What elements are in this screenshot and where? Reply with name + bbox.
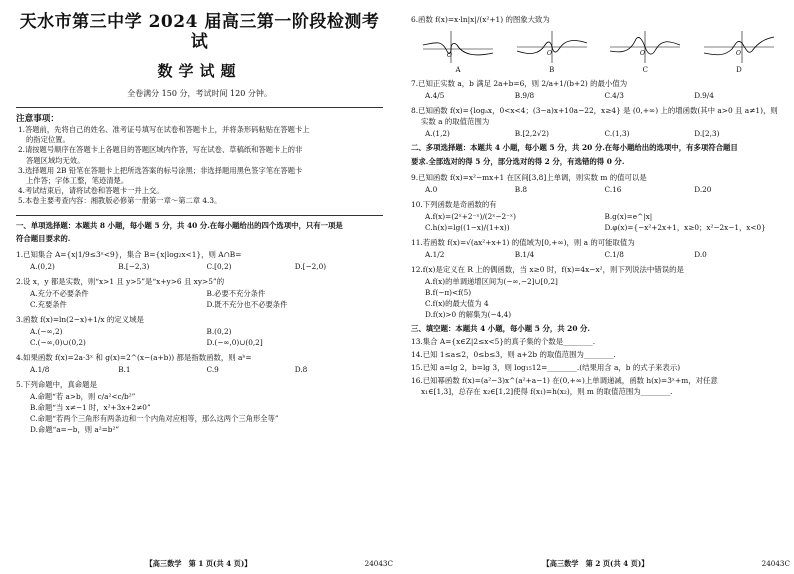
answer-option: A.充分不必要条件 <box>30 289 89 299</box>
answer-option: D.20 <box>694 184 712 194</box>
fill-in-list <box>411 336 784 397</box>
graph-options <box>411 29 784 74</box>
answer-option: A.4/5 <box>425 91 445 100</box>
answer-option: D.0 <box>694 249 707 259</box>
option-row <box>16 364 383 375</box>
answer-option: A.(−∞,2) <box>30 327 63 337</box>
answer-option: C.[0,2) <box>206 262 232 272</box>
answer-option: B.1/4 <box>514 249 535 259</box>
answer-option: A.f(x)=(2ˣ+2⁻ˣ)/(2ˣ−2⁻ˣ) <box>425 211 516 221</box>
graph-b-icon <box>515 29 589 65</box>
option-row <box>16 391 383 435</box>
svg-text:O: O <box>546 50 552 57</box>
note-line: 4.考试结束后，请将试卷和答题卡一并上交。 <box>18 186 164 196</box>
divider <box>16 215 383 216</box>
answer-option: D.φ(x)={−x²+2x+1，x≥0；x²−2x−1，x<0} <box>604 222 766 232</box>
answer-option: B.[2,2√2) <box>514 129 550 138</box>
note-line: 的指定位置。 <box>26 135 70 145</box>
answer-option: D.8 <box>294 365 308 375</box>
answer-option: B.g(x)=e^|x| <box>604 211 653 221</box>
graph-option-c <box>608 29 682 74</box>
fill-question: 13.集合 A={x∈Z|2≤x<5}的真子集的个数是________. <box>411 337 596 347</box>
question-stem: 7.已知正实数 a，b 满足 2a+b=6，则 2/a+1/(b+2) 的最小值为 <box>411 79 628 88</box>
note-line: 3.选择题用 2B 铅笔在答题卡上把所选答案的标号涂黑；非选择题用黑色签字笔在答题卡 <box>18 165 303 175</box>
answer-option: B.(0,2) <box>206 327 232 337</box>
page-footer <box>0 559 397 569</box>
note-line: 上作答；字体工整，笔迹清楚。 <box>26 176 129 186</box>
answer-option: D.[−2,0) <box>294 262 327 272</box>
option-row <box>16 288 383 310</box>
exam-meta: 全卷满分 150 分，考试时间 120 分钟。 <box>127 89 272 98</box>
note-line: 2.请按题号顺序在答题卡上各题目的答题区域内作答，写在试卷、草稿纸和答题卡上的非 <box>18 145 303 155</box>
option-row <box>411 128 784 139</box>
divider <box>16 107 383 108</box>
question-stem: 3.函数 f(x)=ln(2−x)+1/x 的定义域是 <box>16 315 144 325</box>
exam-page-2 <box>397 0 794 574</box>
answer-option: C.1/8 <box>604 249 624 259</box>
answer-option: B.8 <box>514 184 528 194</box>
answer-option: C.充要条件 <box>30 300 67 310</box>
option-row <box>411 184 784 195</box>
option-row <box>16 326 383 348</box>
answer-option: A.1/8 <box>30 365 50 375</box>
graph-label: D <box>736 66 742 74</box>
section-heading: 二、多项选择题：本题共 4 小题，每小题 5 分，共 20 分.在每小题给出的选项中，有多项符合题目 <box>411 143 738 152</box>
graph-c-icon <box>608 29 682 65</box>
note-line: 答题区域均无效。 <box>26 155 85 165</box>
answer-option: D.命题“a=−b，则 a²=b²” <box>30 425 120 435</box>
fill-question: 15.已知 a=lg 2，b=lg 3，则 log₁₅12=________.(结果用含 a，b 的式子来表示) <box>411 363 681 373</box>
graph-d-icon <box>702 29 776 65</box>
option-row <box>16 261 383 272</box>
answer-option: A.f(x)的单调递增区间为(−∞,−2]∪[0,2] <box>425 276 558 286</box>
footer-code: 24043C <box>761 559 790 568</box>
answer-option: D.[2,3) <box>694 129 720 138</box>
answer-option: A.0 <box>425 184 438 194</box>
answer-option: B.必要不充分条件 <box>206 289 266 299</box>
fill-question: 16.已知幂函数 f(x)=(a²−3)x^(a²+a−1) 在(0,+∞)上单调递减，函数 h(x)=3ˣ+m，对任意 <box>411 376 718 386</box>
answer-option: A.(1,2) <box>425 129 450 138</box>
answer-option: B.9/8 <box>514 91 535 100</box>
fill-question-cont: x₁∈[1,3]，总存在 x₂∈[1,2]使得 f(x₁)=h(x₂)，则 m 的取值范围为________. <box>421 387 673 397</box>
question-stem: 4.如果函数 f(x)=2a·3ˣ 和 g(x)=2^(x−(a+b)) 都是指数函数，则 aᵇ= <box>16 353 252 363</box>
question-list <box>16 249 383 435</box>
question-list <box>411 172 784 320</box>
section-heading-cont: 符合题目要求的. <box>16 234 71 244</box>
answer-option: C.f(x)的最大值为 4 <box>425 298 489 308</box>
question-stem: 11.若函数 f(x)=√(ax²+x+1) 的值域为[0,+∞)，则 a 的可能取值为 <box>411 237 635 247</box>
graph-label: B <box>549 66 555 74</box>
footer-page-label: 【高三数学 第 1 页(共 4 页)】 <box>145 559 252 568</box>
answer-option: A.命题“若 a>b，则 c/a²<c/b²” <box>30 392 136 402</box>
answer-option: D.f(x)>0 的解集为(−4,4) <box>425 309 512 319</box>
answer-option: A.1/2 <box>425 249 445 259</box>
question-stem: 1.已知集合 A={x|1/9≤3ˣ<9}，集合 B={x|log₂x<1}，则 A∩B= <box>16 250 242 260</box>
note-line: 5.本卷主要考查内容：湘教版必修第一册第一章～第二章 4.3。 <box>18 196 222 206</box>
notes-list <box>16 125 383 207</box>
question-stem: 9.已知函数 f(x)=x²−mx+1 在区间[3,8]上单调，则实数 m 的值可以是 <box>411 172 647 182</box>
fill-question: 14.已知 1≤a≤2，0≤b≤3，则 a+2b 的取值范围为________. <box>411 350 616 360</box>
exam-title: 天水市第三中学 2024 届高三第一阶段检测考试 <box>19 12 380 52</box>
graph-label: C <box>642 66 648 74</box>
answer-option: C.命题“若两个三角形有两条边和一个内角对应相等，那么这两个三角形全等” <box>30 414 279 424</box>
graph-a-icon <box>421 29 495 65</box>
answer-option: A.(0,2) <box>30 262 55 272</box>
graph-option-d <box>702 29 776 74</box>
page-footer <box>397 559 794 569</box>
question-stem: 12.f(x)是定义在 R 上的偶函数，当 x≥0 时，f(x)=4x−x²，则下列说法中错误的是 <box>411 264 684 274</box>
exam-subtitle: 数学试题 <box>157 62 242 80</box>
section-heading-cont: 要求.全部选对的得 5 分，部分选对的得 2 分，有选错的得 0 分. <box>411 156 625 166</box>
question-stem: 10.下列函数是奇函数的有 <box>411 199 497 209</box>
answer-option: C.9 <box>206 365 219 375</box>
footer-code: 24043C <box>364 559 393 568</box>
answer-option: B.[−2,3) <box>118 262 150 272</box>
answer-option: C.(1,3) <box>604 129 630 138</box>
question-stem: 6.函数 f(x)=x·ln|x|/(x²+1) 的图象大致为 <box>411 15 550 24</box>
answer-option: B.命题“当 x≠−1 时，x²+3x+2≠0” <box>30 403 151 413</box>
note-line: 1.答题前，先将自己的姓名、准考证号填写在试卷和答题卡上，并将条形码粘贴在答题卡上 <box>18 125 310 134</box>
graph-option-b <box>515 29 589 74</box>
answer-option: B.1 <box>118 365 131 375</box>
answer-option: B.f(−π)<f(5) <box>425 287 472 297</box>
question-stem: 8.已知函数 f(x)={logₐx，0<x<4；(3−a)x+10a−22，x≥4} 是 (0,+∞) 上的增函数(其中 a>0 且 a≠1)，则 <box>411 106 778 115</box>
notes-title: 注意事项： <box>16 114 59 124</box>
section-heading: 三、填空题：本题共 4 小题，每小题 5 分，共 20 分. <box>411 323 591 333</box>
question-stem: 2.设 x，y 都是实数，则“x>1 且 y>5”是“x+y>6 且 xy>5”的 <box>16 277 225 287</box>
section-heading: 一、单项选择题：本题共 8 小题，每小题 5 分，共 40 分.在每小题给出的四个选项中，只有一项是 <box>16 220 343 230</box>
option-row <box>411 276 784 320</box>
svg-text:O: O <box>735 50 741 57</box>
question-stem-cont: 实数 a 的取值范围为 <box>421 117 490 126</box>
answer-option: D.(−∞,0)∪(0,2] <box>206 338 263 348</box>
option-row <box>411 249 784 260</box>
footer-page-label: 【高三数学 第 2 页(共 4 页)】 <box>542 559 649 568</box>
option-row <box>411 90 784 101</box>
question-list <box>411 78 784 139</box>
answer-option: C.(−∞,0)∪(0,2) <box>30 338 86 348</box>
svg-text:O: O <box>640 50 646 57</box>
answer-option: C.16 <box>604 184 622 194</box>
graph-label: A <box>455 66 461 74</box>
answer-option: D.既不充分也不必要条件 <box>206 300 288 310</box>
option-row <box>411 211 784 233</box>
answer-option: C.h(x)=lg((1−x)/(1+x)) <box>425 222 510 232</box>
question-stem: 5.下列命题中，真命题是 <box>16 380 97 390</box>
answer-option: C.4/3 <box>604 91 624 100</box>
answer-option: D.9/4 <box>694 91 714 100</box>
svg-text:O: O <box>447 52 452 59</box>
graph-option-a <box>421 29 495 74</box>
